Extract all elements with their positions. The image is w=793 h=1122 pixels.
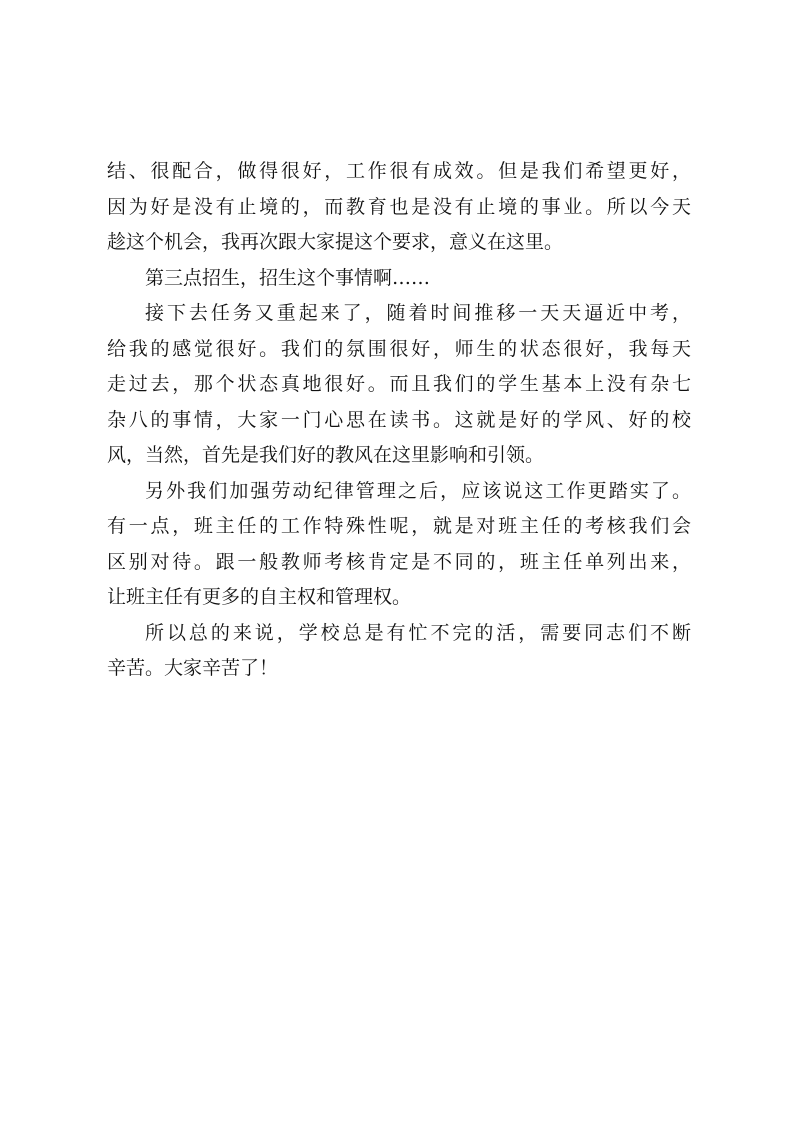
- text-line: 因为好是没有止境的，而教育也是没有止境的事业。所以今天: [107, 195, 691, 218]
- paragraph-2: [107, 261, 691, 297]
- text-line: 区别对待。跟一般教师考核肯定是不同的，班主任单列出来，: [107, 550, 691, 573]
- text-line: 接下去任务又重起来了，随着时间推移一天天逼近中考，: [145, 302, 691, 324]
- paragraph-4: [107, 474, 691, 616]
- text-line: 走过去，那个状态真地很好。而且我们的学生基本上没有杂七: [107, 373, 691, 395]
- text-line: 杂八的事情，大家一门心思在读书。这就是好的学风、好的校: [107, 408, 691, 431]
- paragraph-3: [107, 296, 691, 474]
- text-line: 有一点，班主任的工作特殊性呢，就是对班主任的考核我们会: [107, 515, 691, 537]
- text-line: 所以总的来说，学校总是有忙不完的活，需要同志们不断: [145, 621, 691, 644]
- text-line: 第三点招生，招生这个事情啊……: [145, 266, 431, 289]
- text-line: 风，当然，首先是我们好的教风在这里影响和引领。: [107, 444, 545, 466]
- paragraph-1: [107, 154, 691, 261]
- text-line: 给我的感觉很好。我们的氛围很好，师生的状态很好，我每天: [107, 337, 691, 360]
- text-line: 让班主任有更多的自主权和管理权。: [107, 586, 412, 608]
- text-line: 结、很配合，做得很好，工作很有成效。但是我们希望更好，: [107, 160, 691, 182]
- text-line: 另外我们加强劳动纪律管理之后，应该说这工作更踏实了。: [145, 479, 691, 502]
- text-line: 趁这个机会，我再次跟大家提这个要求，意义在这里。: [107, 231, 564, 253]
- paragraph-5: [107, 616, 691, 687]
- document-body: [107, 154, 691, 687]
- text-line: 辛苦。大家辛苦了！: [107, 657, 279, 679]
